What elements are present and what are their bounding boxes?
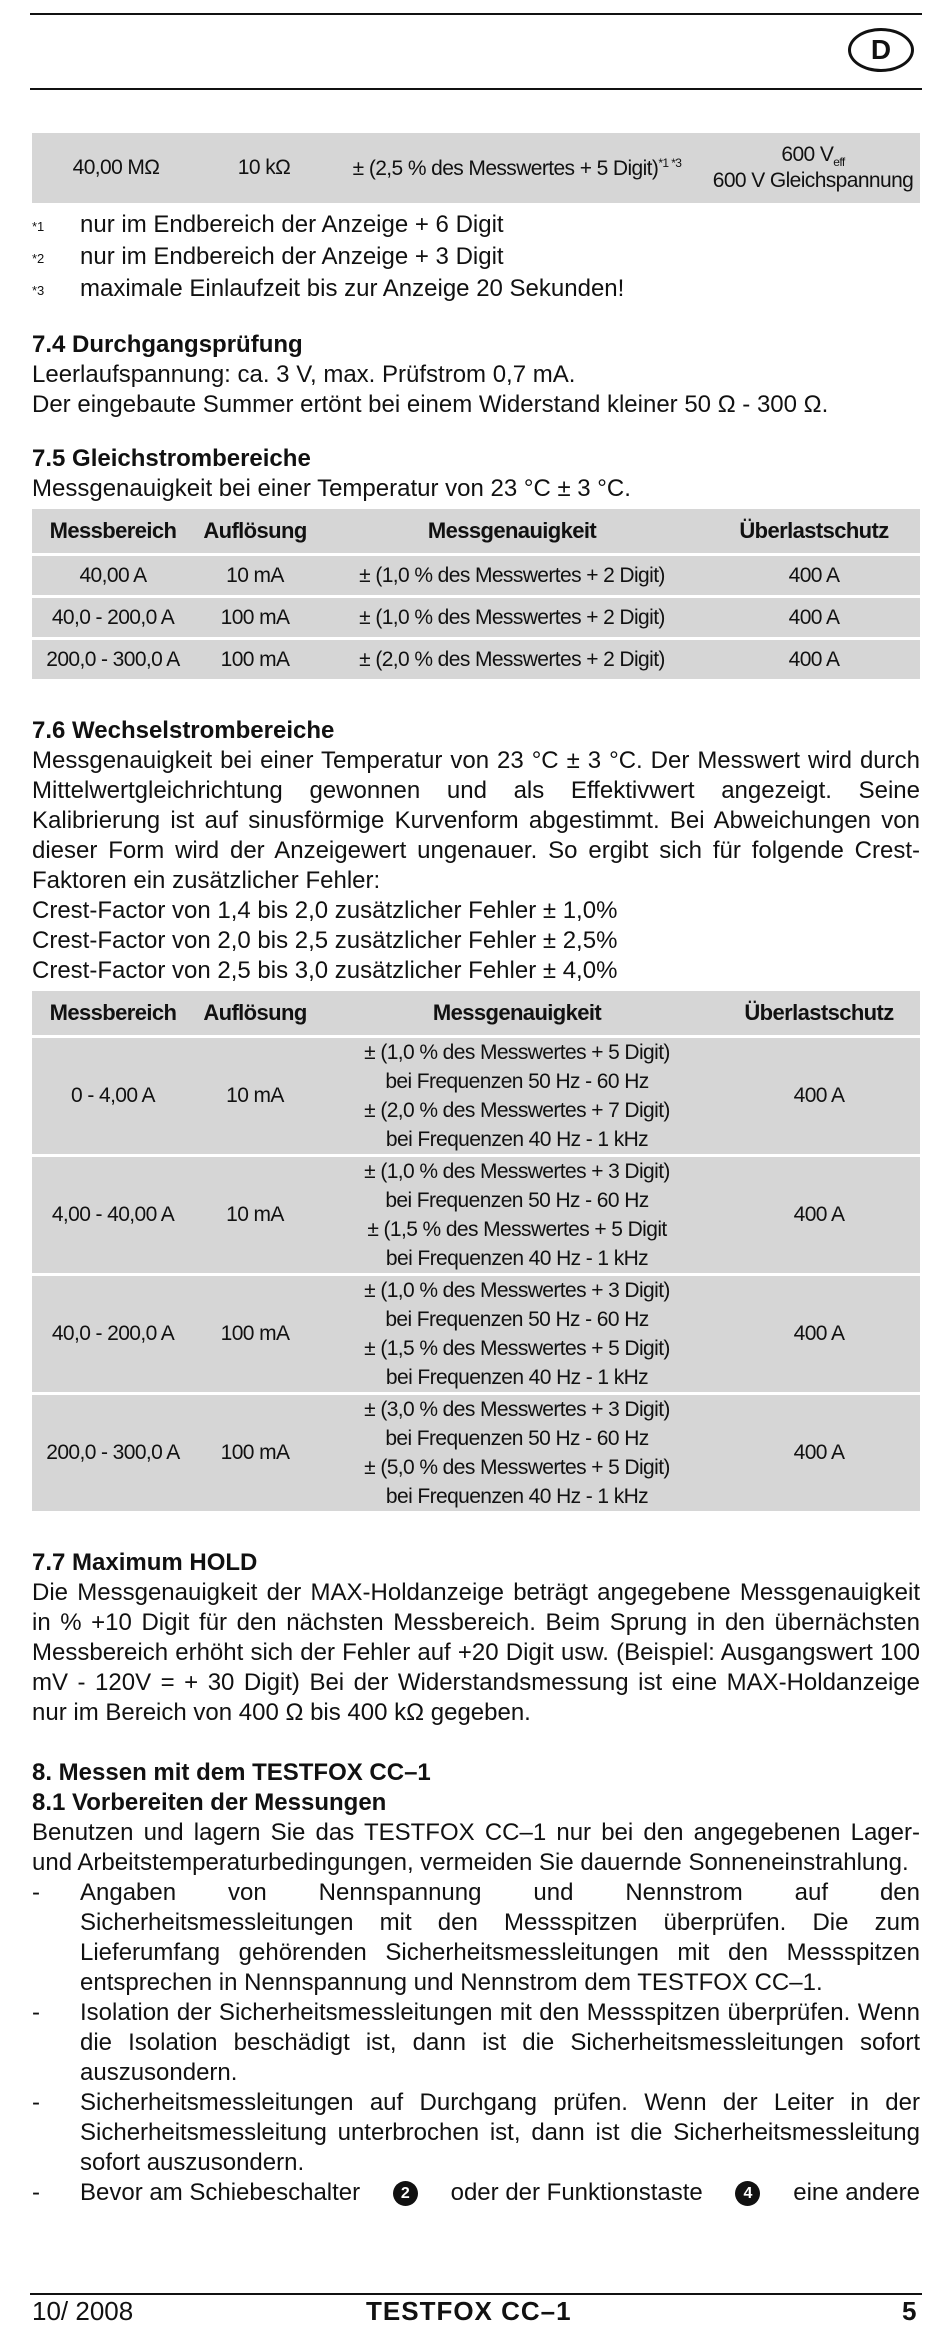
column-header: Auflösung xyxy=(194,509,316,553)
preparation-list xyxy=(32,1878,920,2208)
footnote: *1 nur im Endbereich der Anzeige + 6 Digit xyxy=(32,211,504,238)
section-heading: 8.1 Vorbereiten der Messungen xyxy=(32,1789,387,1816)
section-heading: 7.4 Durchgangsprüfung xyxy=(32,331,303,358)
table-header-row xyxy=(32,991,920,1035)
table-cell: ± (1,0 % des Messwertes + 2 Digit) xyxy=(316,556,708,595)
dc-current-table xyxy=(32,506,920,682)
table-cell: ± (2,0 % des Messwertes + 2 Digit) xyxy=(316,640,708,679)
footnotes xyxy=(32,210,920,306)
table-row xyxy=(32,556,920,595)
table-cell: 10 mA xyxy=(194,1038,316,1154)
column-header: Überlastschutz xyxy=(718,991,920,1035)
header-rule xyxy=(30,13,922,15)
column-header: Messgenauigkeit xyxy=(316,509,708,553)
ac-current-table xyxy=(32,988,920,1514)
resolution-cell: 10 kΩ xyxy=(200,133,328,203)
list-item: - Sicherheitsmessleitungen auf Durchgang prüfen. Wenn der Leiter in der Sicherheitsmessleitung unterbrochen ist, dann ist die Sicherheitsmessleitung sofort auszusondern. xyxy=(32,2089,920,2176)
section-7-6 xyxy=(32,716,920,1514)
protection-cell: 600 $V_{eff}$ 600 V Gleichspannung xyxy=(706,133,920,203)
table-cell: ± (1,0 % des Messwertes + 3 Digit) bei Frequenzen 50 Hz - 60 Hz ± (1,5 % des Messwertes + 5 Digit) bei Frequenzen 40 Hz - 1 kHz xyxy=(316,1276,718,1392)
table-cell: 200,0 - 300,0 A xyxy=(32,640,194,679)
table-row xyxy=(32,1038,920,1154)
table-row xyxy=(32,640,920,679)
table-cell: 10 mA xyxy=(194,556,316,595)
table-cell: 40,0 - 200,0 A xyxy=(32,1276,194,1392)
crest-line: Crest-Factor von 2,5 bis 3,0 zusätzlicher Fehler ± 4,0% xyxy=(32,957,618,984)
table-row xyxy=(32,1395,920,1511)
accuracy-cell: ± (2,5 % des Messwertes + 5 Digit)$^{*1 *3}$ xyxy=(328,133,706,203)
footer-title: TESTFOX CC–1 xyxy=(366,2296,572,2326)
table-cell: 10 mA xyxy=(194,1157,316,1273)
table-cell: 100 mA xyxy=(194,640,316,679)
section-8 xyxy=(32,1758,920,2208)
list-item: - Angaben von Nennspannung und Nennstrom auf den Sicherheitsmessleitungen mit den Messspitzen überprüfen. Die zum Lieferumfang gehörenden Sicherheitsmessleitungen mit den Messspitzen entsprechen in Nennspannung und Nennstrom dem TESTFOX CC–1. xyxy=(32,1879,920,1996)
list-item: - Bevor am Schiebeschalter 2 oder der Funktionstaste 4 eine andere xyxy=(32,2179,920,2206)
table-cell: 400 A xyxy=(708,556,920,595)
table-row xyxy=(32,133,920,203)
paragraph: Benutzen und lagern Sie das TESTFOX CC–1 nur bei den angegebenen Lager- und Arbeitstemperaturbedingungen, vermeiden Sie dauernde Sonneneinstrahlung. xyxy=(32,1819,920,1876)
resistance-table-continued xyxy=(32,130,920,206)
table-cell: 400 A xyxy=(718,1276,920,1392)
section-7-5 xyxy=(32,444,920,682)
column-header: Messbereich xyxy=(32,991,194,1035)
section-7-7 xyxy=(32,1548,920,1728)
table-cell: 40,0 - 200,0 A xyxy=(32,598,194,637)
crest-line: Crest-Factor von 2,0 bis 2,5 zusätzlicher Fehler ± 2,5% xyxy=(32,927,618,954)
column-header: Auflösung xyxy=(194,991,316,1035)
table-cell: 40,00 A xyxy=(32,556,194,595)
column-header: Überlastschutz xyxy=(708,509,920,553)
table-row xyxy=(32,1157,920,1273)
table-cell: 200,0 - 300,0 A xyxy=(32,1395,194,1511)
list-item: - Isolation der Sicherheitsmessleitungen mit den Messspitzen überprüfen. Wenn die Isolation beschädigt ist, dann ist die Sicherheitsmessleitungen sofort auszusondern. xyxy=(32,1999,920,2086)
table-cell: 400 A xyxy=(718,1395,920,1511)
table-cell: ± (1,0 % des Messwertes + 2 Digit) xyxy=(316,598,708,637)
section-7-4 xyxy=(32,330,920,420)
table-cell: ± (1,0 % des Messwertes + 3 Digit) bei Frequenzen 50 Hz - 60 Hz ± (1,5 % des Messwertes + 5 Digit bei Frequenzen 40 Hz - 1 kHz xyxy=(316,1157,718,1273)
range-cell: 40,00 MΩ xyxy=(32,133,200,203)
table-cell: 400 A xyxy=(718,1038,920,1154)
footer-rule xyxy=(30,2293,922,2295)
crest-line: Crest-Factor von 1,4 bis 2,0 zusätzlicher Fehler ± 1,0% xyxy=(32,897,618,924)
table-header-row xyxy=(32,509,920,553)
section-heading: 7.6 Wechselstrombereiche xyxy=(32,717,335,744)
language-badge: D xyxy=(848,28,914,72)
paragraph: Der eingebaute Summer ertönt bei einem Widerstand kleiner 50 Ω - 300 Ω. xyxy=(32,391,829,418)
column-header: Messgenauigkeit xyxy=(316,991,718,1035)
paragraph: Messgenauigkeit bei einer Temperatur von 23 °C ± 3 °C. xyxy=(32,475,631,502)
section-heading: 7.5 Gleichstrombereiche xyxy=(32,445,311,472)
slide-switch-marker-icon: 2 xyxy=(393,2181,418,2206)
table-row xyxy=(32,598,920,637)
page-number: 5 xyxy=(902,2296,917,2326)
function-key-marker-icon: 4 xyxy=(735,2181,760,2206)
table-cell: ± (3,0 % des Messwertes + 3 Digit) bei Frequenzen 50 Hz - 60 Hz ± (5,0 % des Messwertes + 5 Digit) bei Frequenzen 40 Hz - 1 kHz xyxy=(316,1395,718,1511)
footer-date: 10/ 2008 xyxy=(32,2296,134,2326)
paragraph: Messgenauigkeit bei einer Temperatur von 23 °C ± 3 °C. Der Messwert wird durch Mittelwertgleichrichtung gewonnen und als Effektivwert angezeigt. Seine Kalibrierung ist auf sinusförmige Kurvenform abgestimmt. Bei Abweichungen von dieser Form wird der Anzeigewert ungenauer. So ergibt sich für folgende Crest-Faktoren ein zusätzlicher Fehler: xyxy=(32,747,920,894)
table-cell: 400 A xyxy=(708,640,920,679)
section-heading: 7.7 Maximum HOLD xyxy=(32,1549,258,1576)
table-cell: 0 - 4,00 A xyxy=(32,1038,194,1154)
paragraph: Die Messgenauigkeit der MAX-Holdanzeige beträgt angegebene Messgenauigkeit in % +10 Digit für den nächsten Messbereich. Beim Sprung in den übernächsten Messbereich erhöht sich der Fehler auf +20 Digit usw. (Beispiel: Ausgangswert 100 mV - 120V = + 30 Digit) Bei der Widerstandsmessung ist eine MAX-Holdanzeige nur im Bereich von 400 Ω bis 400 kΩ gegeben. xyxy=(32,1579,920,1726)
footnote: *3 maximale Einlaufzeit bis zur Anzeige 20 Sekunden! xyxy=(32,275,625,302)
table-cell: 100 mA xyxy=(194,598,316,637)
paragraph: Leerlaufspannung: ca. 3 V, max. Prüfstrom 0,7 mA. xyxy=(32,361,576,388)
chapter-heading: 8. Messen mit dem TESTFOX CC–1 xyxy=(32,1759,431,1786)
page-content xyxy=(32,130,920,2208)
table-cell: ± (1,0 % des Messwertes + 5 Digit) bei Frequenzen 50 Hz - 60 Hz ± (2,0 % des Messwertes + 7 Digit) bei Frequenzen 40 Hz - 1 kHz xyxy=(316,1038,718,1154)
table-cell: 400 A xyxy=(708,598,920,637)
table-cell: 400 A xyxy=(718,1157,920,1273)
table-row xyxy=(32,1276,920,1392)
table-cell: 4,00 - 40,00 A xyxy=(32,1157,194,1273)
table-cell: 100 mA xyxy=(194,1395,316,1511)
footnote: *2 nur im Endbereich der Anzeige + 3 Digit xyxy=(32,243,504,270)
column-header: Messbereich xyxy=(32,509,194,553)
table-cell: 100 mA xyxy=(194,1276,316,1392)
header-rule-lower xyxy=(30,88,922,90)
